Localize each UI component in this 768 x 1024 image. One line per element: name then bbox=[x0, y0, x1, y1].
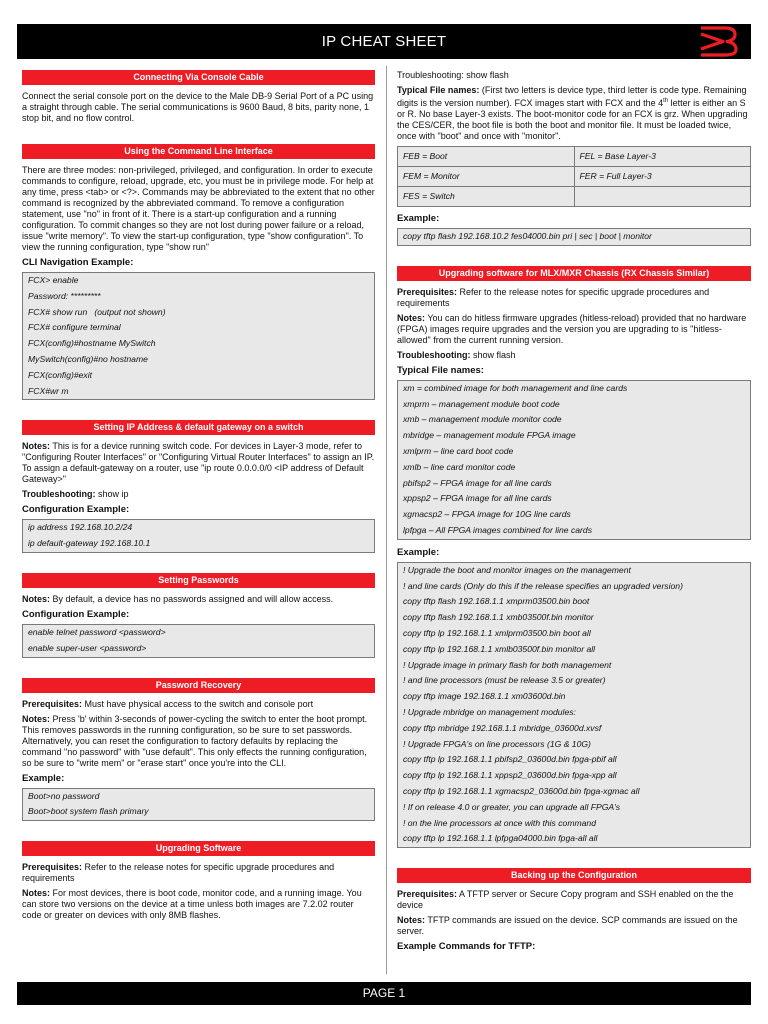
table-cell: FEL = Base Layer-3 bbox=[574, 147, 751, 167]
table-cell: FEB = Boot bbox=[398, 147, 575, 167]
mlx-typical-label: Typical File names: bbox=[397, 364, 484, 376]
file-line: xppsp2 – FPGA image for all line cards bbox=[403, 493, 552, 504]
cli-code-block bbox=[22, 272, 375, 400]
table-row bbox=[398, 167, 751, 187]
section-header-recovery: Password Recovery bbox=[22, 678, 375, 693]
code-line: copy tftp lp 192.168.1.1 xmlb03500f.bin monitor all bbox=[403, 643, 596, 654]
cli-example-label: CLI Navigation Example: bbox=[22, 257, 134, 268]
notes-label: Notes: bbox=[22, 713, 51, 724]
code-line: ! and line processors (must be release 3.5 or greater) bbox=[403, 675, 606, 686]
notes-text: By default, a device has no passwords assigned and will allow access. bbox=[50, 593, 334, 604]
mlx-troubleshooting bbox=[397, 350, 751, 361]
backup-notes bbox=[397, 915, 751, 937]
code-line: FCX# configure terminal bbox=[28, 322, 121, 333]
section-header-cli: Using the Command Line Interface bbox=[22, 144, 375, 159]
notes-label: Notes: bbox=[22, 441, 51, 452]
table-cell bbox=[574, 187, 751, 207]
table-cell: FER = Full Layer-3 bbox=[574, 167, 751, 187]
backup-prereq bbox=[397, 889, 751, 911]
mlx-files-block bbox=[397, 380, 751, 540]
troubleshooting-label: Troubleshooting: bbox=[22, 489, 96, 500]
notes-label: Notes: bbox=[397, 312, 426, 323]
file-line: xgmacsp2 – FPGA image for 10G line cards bbox=[403, 509, 571, 520]
typical-text-cont: letter is either an S or R. No base Layer-3 exists. The boot-monitor code for an FCX is grz. When upgrading the CES/CER, the boot file is both the boot and monitor file. It must be loaded twice, once with "boot" and once with "monitor". bbox=[397, 98, 748, 141]
upgrading-code-block bbox=[397, 228, 751, 246]
file-line: mbridge – management module FPGA image bbox=[403, 430, 576, 441]
notes-label: Notes: bbox=[397, 915, 426, 926]
mlx-code-block bbox=[397, 562, 751, 848]
code-line: Boot>boot system flash primary bbox=[28, 806, 149, 817]
brocade-logo-icon bbox=[695, 25, 741, 58]
prereq-text: A TFTP server or Secure Copy program and SSH enabled on the the device bbox=[397, 889, 734, 911]
prereq-text: Refer to the release notes for specific upgrade procedures and requirements bbox=[397, 286, 710, 308]
typical-text: (First two letters is device type, third letter is code type. Remaining digits is the version number). FCX images start with FCX and the 4 bbox=[397, 85, 747, 108]
code-line: copy tftp flash 192.168.10.2 fes04000.bin pri | sec | boot | monitor bbox=[403, 231, 652, 241]
code-line: ! If on release 4.0 or greater, you can upgrade all FPGA's bbox=[403, 801, 621, 812]
typical-label: Typical File names: bbox=[397, 85, 480, 95]
right-column bbox=[397, 70, 751, 956]
file-prefix-table bbox=[397, 146, 751, 207]
notes-text: For most devices, there is boot code, monitor code, and a running image. You can store two versions on the device at a time unless both images are 7.2.02 router code or greater on devices with only 8MB flashes. bbox=[22, 888, 362, 921]
notes-label: Notes: bbox=[22, 593, 51, 604]
code-line: enable telnet password <password> bbox=[28, 626, 166, 637]
code-line: FCX#wr m bbox=[28, 385, 69, 396]
code-line: ! and line cards (Only do this if the release specifies an upgraded version) bbox=[403, 580, 683, 591]
page-title: IP CHEAT SHEET bbox=[321, 33, 447, 50]
passwords-example-label: Configuration Example: bbox=[22, 608, 130, 620]
table-row bbox=[398, 147, 751, 167]
notes-text: This is for a device running switch code. For devices in Layer-3 mode, refer to "Configuring Router Interfaces" or "Configuring Virtual Router Interfaces" to assign an IP. To assign a default-gateway on a router, use "ip route 0.0.0.0/0 <IP address of Default Gateway>" bbox=[22, 441, 375, 485]
typical-sup: th bbox=[663, 98, 669, 104]
footer-bar bbox=[17, 982, 751, 1005]
recovery-prereq bbox=[22, 699, 375, 710]
recovery-code-block bbox=[22, 788, 375, 822]
recovery-notes bbox=[22, 714, 375, 769]
upgrading-troubleshooting: Troubleshooting: show flash bbox=[397, 70, 509, 80]
file-line: pbifsp2 – FPGA image for all line cards bbox=[403, 477, 552, 488]
code-line: copy tftp lp 192.168.1.1 xmlprm03500.bin boot all bbox=[403, 627, 591, 638]
code-line: ip address 192.168.10.2/24 bbox=[28, 522, 133, 533]
section-header-backup: Backing up the Configuration bbox=[397, 868, 751, 883]
prereq-label: Prerequisites: bbox=[22, 698, 83, 709]
ip-example-label: Configuration Example: bbox=[22, 504, 130, 516]
code-line: ! Upgrade FPGA's on line processors (1G & 10G) bbox=[403, 738, 591, 749]
table-cell: FES = Switch bbox=[398, 187, 575, 207]
cli-body: There are three modes: non-privileged, privileged, and configuration. In order to execute commands to configure, reload, upgrade, etc, you must be in privilege mode. For help at any time, press <tab> or <?>. Commands may be abbreviated to the extent that no other command is recognized by the abbreviated command. To remove a configuration statement, use "no" in front of it. There is a start-up configuration and a running configuration. To commit changes so they are not lost during power failure or a reload, issue "write memory". To view the start-up configuration, type "show configuration". To view the running configuration, type "show run" bbox=[22, 165, 375, 252]
troubleshooting-text: show ip bbox=[95, 489, 129, 500]
left-column bbox=[22, 70, 375, 925]
code-line: Boot>no password bbox=[28, 790, 100, 801]
mlx-prereq bbox=[397, 287, 751, 309]
backup-example-label: Example Commands for TFTP: bbox=[397, 941, 536, 953]
prereq-label: Prerequisites: bbox=[397, 889, 458, 900]
code-line: copy tftp flash 192.168.1.1 xmb03500f.bin monitor bbox=[403, 612, 594, 623]
code-line: enable super-user <password> bbox=[28, 642, 147, 653]
notes-label: Notes: bbox=[22, 888, 51, 899]
code-line: copy tftp mbridge 192.168.1.1 mbridge_03600d.xvsf bbox=[403, 722, 602, 733]
prereq-label: Prerequisites: bbox=[397, 286, 458, 297]
page-number: PAGE 1 bbox=[362, 986, 406, 1000]
code-line: copy tftp image 192.168.1.1 xm03600d.bin bbox=[403, 691, 566, 702]
section-header-upgrading: Upgrading Software bbox=[22, 841, 375, 856]
mlx-notes bbox=[397, 313, 751, 346]
upgrading-example-label: Example: bbox=[397, 213, 440, 224]
section-header-mlx: Upgrading software for MLX/MXR Chassis (RX Chassis Similar) bbox=[397, 266, 751, 281]
section-header-passwords: Setting Passwords bbox=[22, 573, 375, 588]
column-divider bbox=[386, 66, 387, 974]
passwords-notes bbox=[22, 594, 375, 605]
upgrading-prereq bbox=[22, 862, 375, 884]
file-line: xmprm – management module boot code bbox=[403, 398, 560, 409]
file-line: xmlprm – line card boot code bbox=[403, 445, 514, 456]
recovery-example-label: Example: bbox=[22, 772, 65, 784]
code-line: FCX(config)#exit bbox=[28, 369, 92, 380]
code-line: copy tftp lp 192.168.1.1 xgmacsp2_03600d.bin fpga-xgmac all bbox=[403, 785, 640, 796]
ip-notes bbox=[22, 441, 375, 485]
notes-text: You can do hitless firmware upgrades (hitless-reload) provided that no hardware (FPGA) images require upgrades and the version you are upgrading to is "hitless-allowed" from the current running version. bbox=[397, 312, 747, 345]
prereq-label: Prerequisites: bbox=[22, 862, 83, 873]
table-cell: FEM = Monitor bbox=[398, 167, 575, 187]
ip-code-block bbox=[22, 519, 375, 553]
notes-text: Press 'b' within 3-seconds of power-cycling the switch to enter the boot prompt. This removes passwords in the running configuration, so be sure to set passwords. Alternatively, you can reset the configuration to factory defaults by replacing the command "no password" with "use default". This only effects the running configuration, so be sure to "write mem" or "erase start" once you're into the CLI. bbox=[22, 713, 368, 768]
code-line: copy tftp lp 192.168.1.1 lpfpga04000.bin fpga-all all bbox=[403, 833, 598, 844]
troubleshooting-label: Troubleshooting: bbox=[397, 349, 471, 360]
file-line: lpfpga – All FPGA images combined for line cards bbox=[403, 524, 592, 535]
section-header-console: Connecting Via Console Cable bbox=[22, 70, 375, 85]
code-line: ip default-gateway 192.168.10.1 bbox=[28, 538, 151, 549]
code-line: ! Upgrade the boot and monitor images on the management bbox=[403, 564, 631, 575]
section-header-ip: Setting IP Address & default gateway on a switch bbox=[22, 420, 375, 435]
code-line: Password: ********* bbox=[28, 290, 101, 301]
code-line: copy tftp flash 192.168.1.1 xmprm03500.bin boot bbox=[403, 596, 590, 607]
file-line: xm = combined image for both management and line cards bbox=[403, 382, 628, 393]
code-line: FCX(config)#hostname MySwitch bbox=[28, 338, 156, 349]
code-line: FCX> enable bbox=[28, 275, 79, 285]
prereq-text: Refer to the release notes for specific upgrade procedures and requirements bbox=[22, 862, 335, 884]
console-body: Connect the serial console port on the device to the Male DB-9 Serial Port of a PC using a straight through cable. The serial communications is 9600 Baud, 8 bits, parity none, 1 stop bit, and no flow control. bbox=[22, 91, 374, 123]
passwords-code-block bbox=[22, 624, 375, 658]
code-line: MySwitch(config)#no hostname bbox=[28, 353, 148, 364]
notes-text: TFTP commands are issued on the device. SCP commands are issued on the server. bbox=[397, 915, 738, 937]
file-line: xmb – management module monitor code bbox=[403, 414, 562, 425]
code-line: ! on the line processors at once with this command bbox=[403, 817, 596, 828]
upgrading-notes bbox=[22, 888, 375, 921]
header-bar bbox=[17, 24, 751, 59]
file-line: xmlb – line card monitor code bbox=[403, 461, 516, 472]
ip-troubleshooting bbox=[22, 489, 375, 500]
code-line: FCX# show run (output not shown) bbox=[28, 306, 166, 317]
code-line: ! Upgrade mbridge on management modules: bbox=[403, 706, 576, 717]
table-row bbox=[398, 187, 751, 207]
prereq-text: Must have physical access to the switch and console port bbox=[82, 698, 314, 709]
troubleshooting-text: show flash bbox=[470, 349, 516, 360]
code-line: copy tftp lp 192.168.1.1 pbifsp2_03600d.bin fpga-pbif all bbox=[403, 754, 617, 765]
upgrading-typical-files bbox=[397, 85, 751, 142]
code-line: ! Upgrade image in primary flash for both management bbox=[403, 659, 612, 670]
mlx-example-label: Example: bbox=[397, 546, 440, 558]
code-line: copy tftp lp 192.168.1.1 xppsp2_03600d.bin fpga-xpp all bbox=[403, 770, 617, 781]
